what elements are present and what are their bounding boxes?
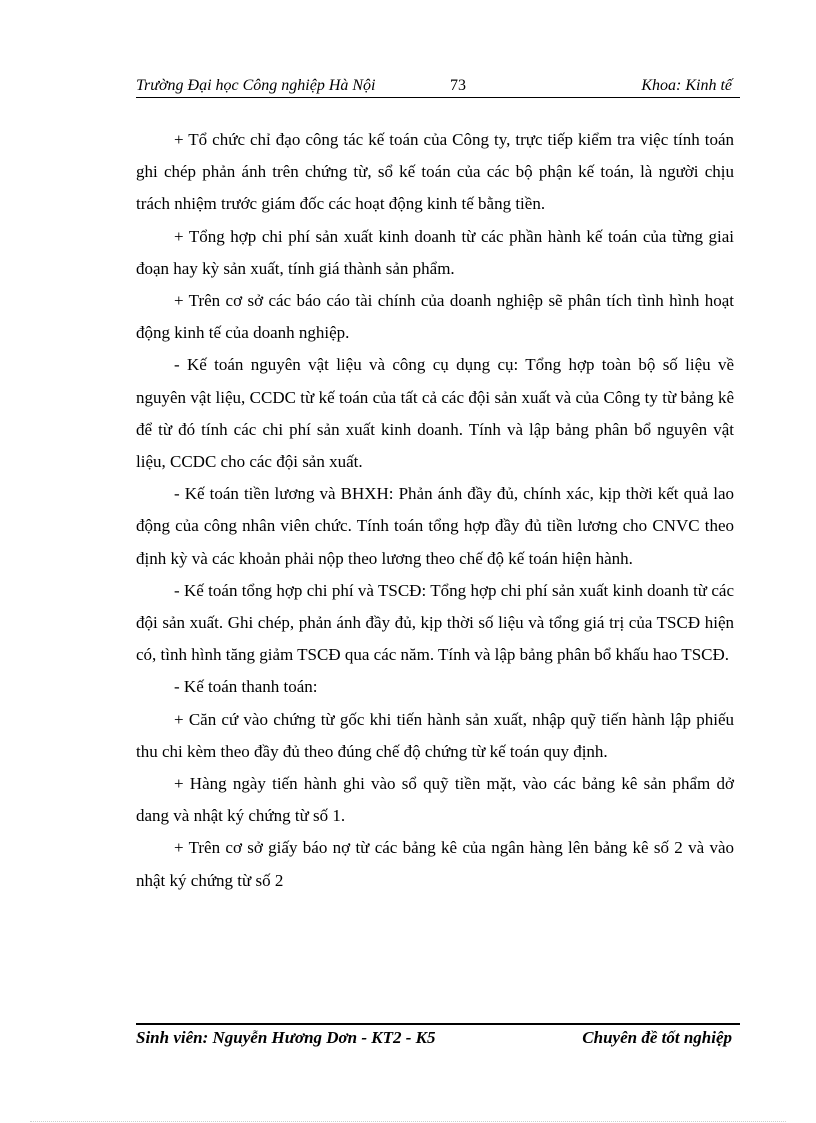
paragraph: + Tổng hợp chi phí sản xuất kinh doanh từ các phần hành kế toán của từng giai đoạn hay kỳ sản xuất, tính giá thành sản phẩm.: [136, 226, 734, 278]
paragraph: + Căn cứ vào chứng từ gốc khi tiến hành sản xuất, nhập quỹ tiến hành lập phiếu thu chi kèm theo đầy đủ theo đúng chế độ chứng từ kế toán quy định.: [136, 709, 734, 761]
document-body: [136, 124, 734, 897]
page-bottom-edge: [30, 1121, 786, 1122]
paragraph: + Hàng ngày tiến hành ghi vào sổ quỹ tiền mặt, vào các bảng kê sản phẩm dở dang và nhật ký chứng từ số 1.: [136, 774, 734, 826]
paragraph: - Kế toán tiền lương và BHXH: Phản ánh đầy đủ, chính xác, kịp thời kết quả lao động của công nhân viên chức. Tính toán tổng hợp đầy đủ tiền lương cho CNVC theo định kỳ và các khoản phải nộp theo lương theo chế độ kế toán hiện hành.: [136, 484, 734, 568]
paragraph: - Kế toán thanh toán:: [174, 677, 318, 697]
header-school: Trường Đại học Công nghiệp Hà Nội: [136, 77, 376, 94]
header-divider: [136, 97, 740, 98]
footer-student: Sinh viên: Nguyễn Hương Dơn - KT2 - K5: [136, 1028, 436, 1047]
paragraph: + Trên cơ sở các báo cáo tài chính của doanh nghiệp sẽ phân tích tình hình hoạt động kinh tế của doanh nghiệp.: [136, 291, 734, 343]
page-header: [136, 74, 740, 98]
paragraph: + Tổ chức chỉ đạo công tác kế toán của Công ty, trực tiếp kiểm tra việc tính toán ghi chép phản ánh trên chứng từ, sổ kế toán của các bộ phận kế toán, là người chịu trách nhiệm trước giám đốc các hoạt động kinh tế bằng tiền.: [136, 130, 734, 214]
footer-divider: [136, 1023, 740, 1025]
footer-thesis: Chuyên đề tốt nghiệp: [582, 1028, 732, 1047]
header-faculty: Khoa: Kinh tế: [641, 77, 732, 94]
header-page-number: 73: [450, 77, 466, 94]
page-footer: [136, 1026, 740, 1052]
paragraph: - Kế toán nguyên vật liệu và công cụ dụng cụ: Tổng hợp toàn bộ số liệu về nguyên vật liệu, CCDC từ kế toán của tất cả các đội sản xuất và của Công ty từ bảng kê để từ đó tính các chi phí sản xuất kinh doanh. Tính và lập bảng phân bổ nguyên vật liệu, CCDC cho các đội sản xuất.: [136, 355, 734, 472]
paragraph: + Trên cơ sở giấy báo nợ từ các bảng kê của ngân hàng lên bảng kê số 2 và vào nhật ký chứng từ số 2: [136, 838, 734, 890]
paragraph: - Kế toán tổng hợp chi phí và TSCĐ: Tổng hợp chi phí sản xuất kinh doanh từ các đội sản xuất. Ghi chép, phản ánh đầy đủ, kịp thời số liệu và tổng giá trị của TSCĐ hiện có, tình hình tăng giảm TSCĐ qua các năm. Tính và lập bảng phân bổ khấu hao TSCĐ.: [136, 580, 734, 665]
